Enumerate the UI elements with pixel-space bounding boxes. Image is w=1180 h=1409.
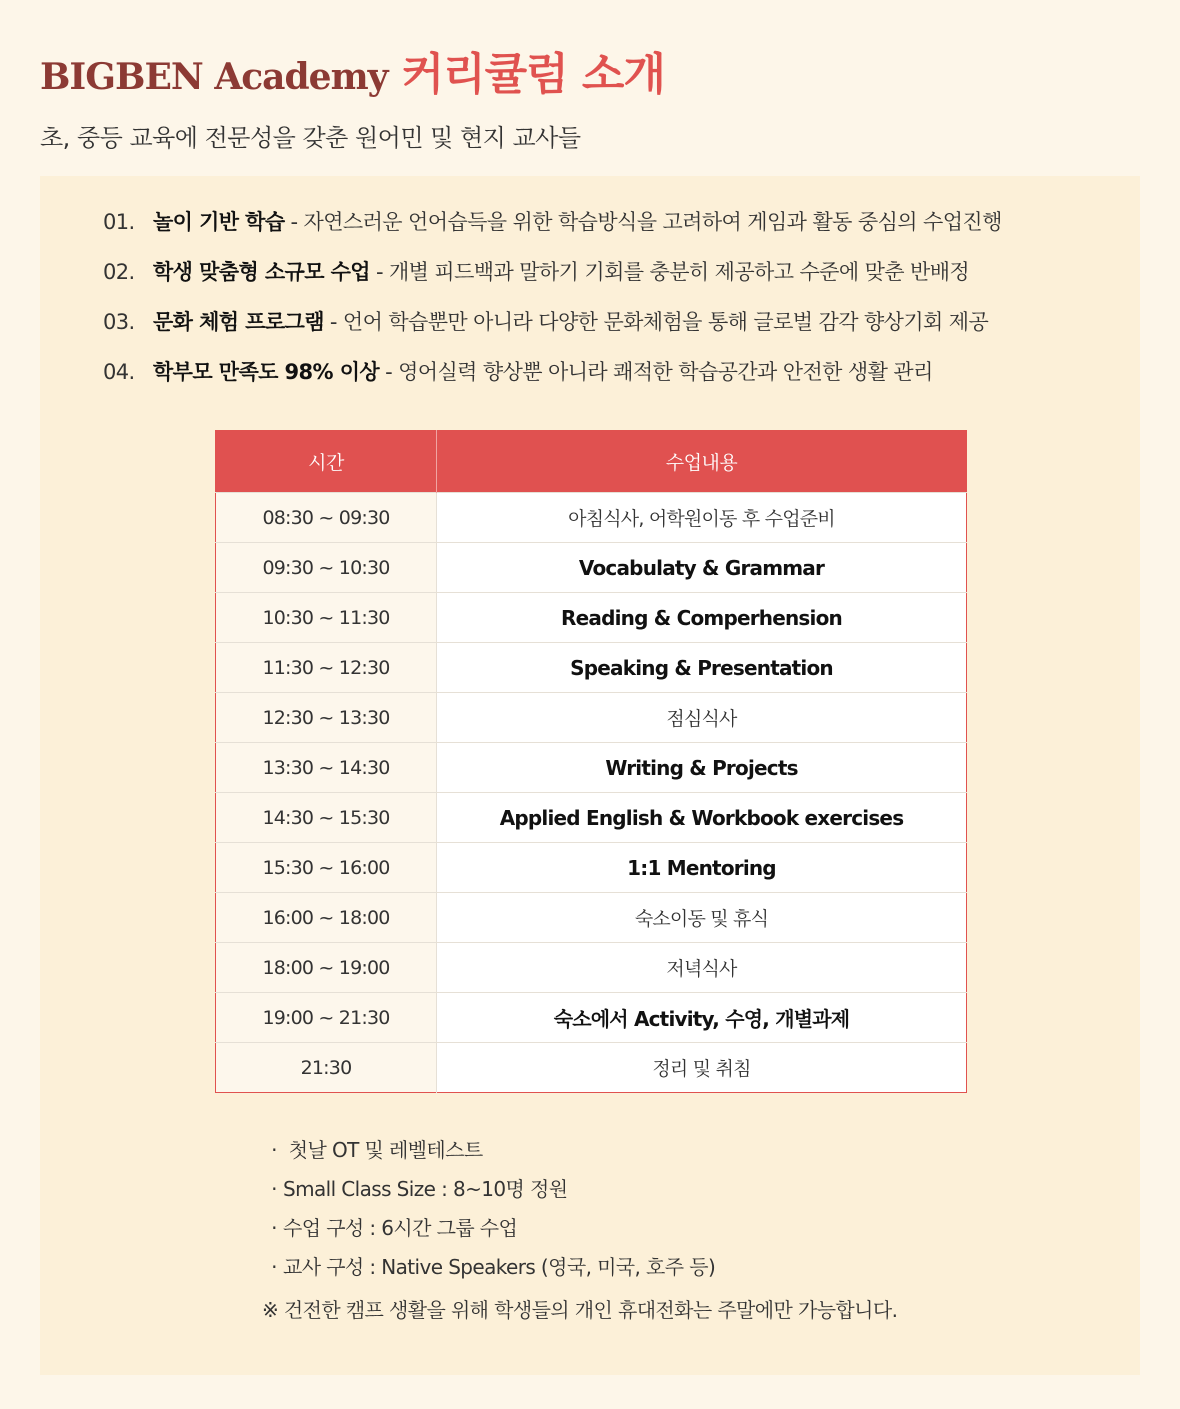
feature-separator: - [385, 360, 393, 384]
curriculum-panel [40, 176, 1140, 1375]
feature-separator: - [329, 310, 337, 334]
content-cell: 1:1 Mentoring [437, 843, 967, 893]
feature-title: 학부모 만족도 98% 이상 [153, 360, 380, 384]
note-text: 첫날 OT 및 레벨테스트 [288, 1138, 483, 1162]
content-cell: Speaking & Presentation [437, 643, 967, 693]
time-cell: 11:30 ~ 12:30 [216, 643, 437, 693]
time-cell: 19:00 ~ 21:30 [216, 993, 437, 1043]
table-row [216, 493, 967, 543]
content-cell: Reading & Comperhension [437, 593, 967, 643]
time-cell: 14:30 ~ 15:30 [216, 793, 437, 843]
table-row [216, 993, 967, 1043]
brand-name: BIGBEN Academy [40, 56, 388, 98]
bullet-icon: · [271, 1177, 277, 1201]
feature-description: 언어 학습뿐만 아니라 다양한 문화체험을 통해 글로벌 감각 향상기회 제공 [342, 310, 989, 334]
feature-item [103, 356, 1103, 406]
feature-item [103, 256, 1103, 306]
feature-title: 문화 체험 프로그램 [153, 310, 324, 334]
table-row [216, 693, 967, 743]
feature-number: 04. [103, 360, 135, 384]
table-row [216, 543, 967, 593]
time-cell: 18:00 ~ 19:00 [216, 943, 437, 993]
feature-number: 03. [103, 310, 135, 334]
time-cell: 10:30 ~ 11:30 [216, 593, 437, 643]
feature-number: 02. [103, 260, 135, 284]
table-row [216, 593, 967, 643]
note-text: 수업 구성 : 6시간 그룹 수업 [283, 1216, 518, 1240]
content-cell: Applied English & Workbook exercises [437, 793, 967, 843]
time-cell: 08:30 ~ 09:30 [216, 493, 437, 543]
feature-separator: - [290, 210, 298, 234]
feature-item [103, 306, 1103, 356]
feature-description: 개별 피드백과 말하기 기회를 충분히 제공하고 수준에 맞춘 반배정 [388, 260, 970, 284]
feature-description: 자연스러운 언어습득을 위한 학습방식을 고려하여 게임과 활동 중심의 수업진행 [303, 210, 1002, 234]
feature-title: 놀이 기반 학습 [153, 210, 285, 234]
column-header-time: 시간 [216, 431, 437, 493]
feature-separator: - [376, 260, 383, 284]
bullet-icon: · [271, 1255, 277, 1279]
content-cell: 아침식사, 어학원이동 후 수업준비 [437, 493, 967, 543]
schedule-table [215, 430, 967, 1093]
feature-title: 학생 맞춤형 소규모 수업 [153, 260, 370, 284]
note-item [265, 1134, 1065, 1173]
time-cell: 15:30 ~ 16:00 [216, 843, 437, 893]
time-cell: 13:30 ~ 14:30 [216, 743, 437, 793]
page-subtitle: 초, 중등 교육에 전문성을 갖춘 원어민 및 현지 교사들 [40, 124, 581, 152]
note-item [265, 1212, 1065, 1251]
notes-list [265, 1134, 1065, 1290]
note-text: Small Class Size : 8~10명 정원 [283, 1177, 568, 1201]
table-row [216, 793, 967, 843]
table-row [216, 643, 967, 693]
column-header-content: 수업내용 [437, 431, 967, 493]
table-row [216, 843, 967, 893]
content-cell: Writing & Projects [437, 743, 967, 793]
table-row [216, 1043, 967, 1093]
caution-note: ※ 건전한 캠프 생활을 위해 학생들의 개인 휴대전화는 주말에만 가능합니다. [262, 1298, 898, 1322]
feature-number: 01. [103, 210, 135, 234]
feature-list [103, 206, 1103, 406]
title-row [40, 38, 1140, 102]
note-text: 교사 구성 : Native Speakers (영국, 미국, 호주 등) [283, 1255, 716, 1279]
bullet-icon: · [271, 1138, 277, 1162]
page-header [40, 38, 1140, 153]
table-row [216, 893, 967, 943]
feature-item [103, 206, 1103, 256]
content-cell: 숙소이동 및 휴식 [437, 893, 967, 943]
content-cell: Vocabulaty & Grammar [437, 543, 967, 593]
time-cell: 21:30 [216, 1043, 437, 1093]
page-title: 커리큘럼 소개 [401, 49, 665, 100]
time-cell: 16:00 ~ 18:00 [216, 893, 437, 943]
note-item [265, 1173, 1065, 1212]
content-cell: 정리 및 취침 [437, 1043, 967, 1093]
content-cell: 점심식사 [437, 693, 967, 743]
bullet-icon: · [271, 1216, 277, 1240]
feature-description: 영어실력 향상뿐 아니라 쾌적한 학습공간과 안전한 생활 관리 [398, 360, 933, 384]
note-item [265, 1251, 1065, 1290]
schedule-header-row [216, 431, 967, 493]
content-cell: 숙소에서 Activity, 수영, 개별과제 [437, 993, 967, 1043]
time-cell: 12:30 ~ 13:30 [216, 693, 437, 743]
content-cell: 저녁식사 [437, 943, 967, 993]
table-row [216, 943, 967, 993]
table-row [216, 743, 967, 793]
time-cell: 09:30 ~ 10:30 [216, 543, 437, 593]
